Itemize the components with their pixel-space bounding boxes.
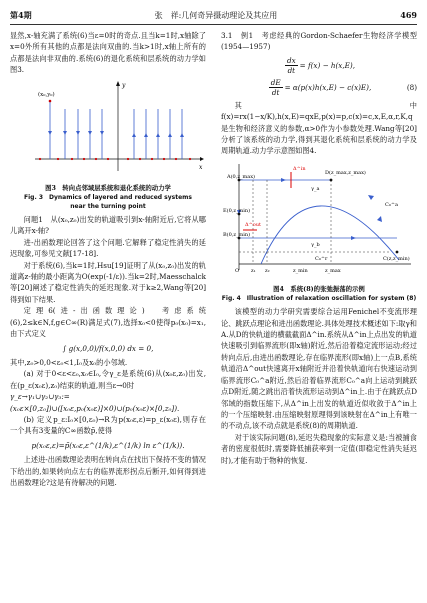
figure-4 <box>221 160 417 303</box>
paragraph: 对于系统(6),当k=1时,Hsu[19]证明了从(x₀,z₀)出发的轨道离z-轴的最小距离为O(exp(-1/ε)).当k=2时,Maesschalck等[20]阐述了稳定性消失的延迟现象.对于k≥2,Wang等[20]得到如下结果. <box>10 260 206 304</box>
equation-rhs: = f(x) − h(x,E), <box>299 60 355 70</box>
label-A: A(0,z_max) <box>227 173 255 180</box>
equation-2 <box>221 78 417 97</box>
denominator: dt <box>271 87 280 97</box>
running-header <box>10 8 417 25</box>
figure-3-y-axis-label: y <box>122 81 126 89</box>
fraction <box>269 78 283 97</box>
right-column <box>221 30 417 466</box>
label-D: D(z_max,z_max) <box>325 169 366 176</box>
fiber-arrow <box>168 133 172 137</box>
axis-point <box>175 158 177 160</box>
label-z1: z₁ <box>251 267 256 274</box>
paragraph: 进-出函数理论回答了这个问题.它解释了稳定性消失的延迟现象,可参见文献[17-18]. <box>10 237 206 259</box>
axis-point <box>163 158 165 160</box>
figure-3 <box>10 79 206 211</box>
fiber-arrow <box>100 131 104 135</box>
axis-point <box>83 158 85 160</box>
fraction <box>285 56 298 75</box>
label-delta-out: Δ^out <box>245 221 262 228</box>
fiber-arrow <box>180 133 184 137</box>
numerator: dx <box>287 55 296 65</box>
figure-4-plot <box>221 160 417 280</box>
fiber-arrow <box>156 133 160 137</box>
paragraph: 其中f(x)=rx(1−x/K),h(x,E)=qxE,p(x)=p,c(x)=c,x,E,α,r,K,q是生物和经济意义的参数,α>0作为小参数处理.Wang等[20]分析了该系统的动力学,得到其退化系统和层系统的动力学及周期轨道.动力学示意图如图4. <box>221 100 417 156</box>
figure-3-plot <box>10 79 206 179</box>
label-C: C(z,z_min) <box>383 255 410 262</box>
axis-point <box>139 158 141 160</box>
section-heading: 3.1 例1 考虑经典的Gordon-Schaefer生物经济学模型(1954—1957) <box>221 31 417 52</box>
fiber-arrow <box>144 133 148 137</box>
label-c0a: C₀^a <box>385 201 399 208</box>
page-number: 469 <box>400 10 417 20</box>
theorem-part-a-limit: γ_ε→γ₁∪γ₂∪γ₃:=(x₀ε×[0,z₀])∪([x₀ε,p₀(x₀ε)]×0)∪(p₀(x₀ε)×[0,z₀]). <box>10 392 180 413</box>
label-zmax: z_max <box>325 267 341 274</box>
label-c0r: C₀^r <box>315 255 328 262</box>
figure-3-caption-cn: 图3 转向点邻域层系统和退化系统的动力学 <box>45 184 171 193</box>
axis-point <box>95 158 97 160</box>
problem-1: 问题1 从(x₀,z₀)出发的轨道吸引到x-轴附近后,它将从哪儿离开x-轴? <box>10 215 206 236</box>
denominator: dt <box>287 65 296 75</box>
figure-3-axes <box>35 81 204 171</box>
axis-point <box>189 158 191 160</box>
figure-3-trajectories <box>39 101 191 160</box>
label-gamma-b: γ_b <box>311 241 320 248</box>
label-zmin: z_min <box>293 267 308 274</box>
fiber-arrow <box>76 131 80 135</box>
equation-1 <box>221 56 417 75</box>
label-B: B(0,z_min) <box>223 231 251 238</box>
axis-point <box>57 158 59 160</box>
paragraph: 其中,z₀>0,0<ε₀<1,I₀及x₀的小邻域. <box>10 357 128 367</box>
numerator: dE <box>270 77 281 87</box>
equation-rhs: = α(p(x)h(x,E) − c(x)E), <box>284 82 372 92</box>
theorem-part-b-formula: p(x₀ε,ε)=p̃(x₀ε,ε^(1/k),ε^(1/k) ln ε^(1/k)). <box>31 440 185 450</box>
integral-equation: ∫ g(x,0,0)/f(x,0,0) dx = 0, <box>62 343 154 353</box>
figure-3-caption <box>10 184 206 211</box>
figure-3-start-point <box>49 99 52 102</box>
axis-point <box>39 158 41 160</box>
running-title: 张 祥:几何奇异摄动理论及其应用 <box>154 10 278 20</box>
axis-point <box>71 158 73 160</box>
axis-point <box>151 158 153 160</box>
issue-number: 第4期 <box>10 9 32 20</box>
fiber-arrow <box>88 131 92 135</box>
figure-4-caption-en: Fig. 4 Illustration of relaxation oscillation for system (8) <box>221 295 417 303</box>
figure-4-caption-cn: 图4 系统(8)的张弛振荡的示例 <box>273 285 365 294</box>
paragraph: 显然,x-轴充满了系统(6)当ε=0时的奇点.且当k=1时,x轴除了x=0外所有其他的点都是法向双曲的.当k>1时,x轴上所有的点都是法向非双曲的.系统(6)的退化系统和层系统的动力学如图3. <box>10 31 206 75</box>
figure-3-x-axis-label: x <box>199 163 203 171</box>
fiber-arrow <box>48 131 52 135</box>
paragraph: 该模型的动力学研究需要综合运用Fenichel不变流形理论、跳跃点理论和进出函数理论.具体处理技术概述如下:取γ和A.从D的快轨道的横截截面Δ^in.系统从Δ^in上点出发的轨道快速吸引到临界流形(即x轴)附近,然后沿着稳定流形运动;经过转向点后,由进出函数理论,存在临界流形(即x轴)上一点B,系统轨道沿Δ^out快速离开x轴附近并沿着快轨道向右快速运动到临界流形C₀^a附近,然后沿着临界流形C₀^a向上运动到跳跃点D附近,随之跳出沿着快流形运动到Δ^in上.由于在跳跃点D邻域的指数压缩下,从Δ^in上出发的轨道近似收敛于Δ^in上的一个压缩映射.由压缩映射原理得到该映射在Δ^in上有唯一的不动点,该不动点就是系统(8)的周期轨道. <box>221 307 417 431</box>
figure-3-caption-en-2: near the turning point <box>70 203 146 211</box>
figure-4-critical-manifold-a <box>261 206 399 264</box>
theorem-part-b: (b) 定义p_ε:I₀×[0,ε₀)→R为p(x₀ε,ε)=p_ε(x₀ε),则存在一个具有3变量的C∞函数p̃,使得 <box>10 414 206 436</box>
paragraph: 上述进-出函数理论表明在转向点在找出下保持不变的情况下给出的,如果转向点左右的临界流形拐点后断开,如何得到进出函数理论?这是有待解决的问题. <box>10 455 206 487</box>
left-column <box>10 30 206 488</box>
label-E: E(0,z_min) <box>223 207 251 214</box>
label-delta-in: Δ^in <box>293 165 306 172</box>
figure-3-caption-en-1: Fig. 3 Dynamics of layered and reduced systems <box>24 194 192 202</box>
theorem-6: 定理6(进-出函数理论) 考虑系统(6),2≤k∈N,f,g∈C∞(R)满足式(7),选择x₀<0使得p₀(x₀)=x₁,由下式定义 <box>10 306 206 339</box>
label-origin: O <box>235 267 240 274</box>
axis-point <box>107 158 109 160</box>
equation-number: (8) <box>406 82 417 92</box>
figure-4-caption <box>221 285 417 303</box>
axis-point <box>127 158 129 160</box>
fiber-arrow <box>132 133 136 137</box>
fiber-arrow <box>63 131 67 135</box>
label-gamma-a: γ_a <box>311 185 320 192</box>
figure-3-point-label: (x₀,y₀) <box>38 91 55 98</box>
paragraph: 对于该实际问题(8),延迟失稳现象的实际意义是:当被捕食者的密度很低时,需要降低捕获率到一定值(即稳定性消失延迟时),才能有助于物种的恢复. <box>221 432 417 465</box>
label-z2: z₂ <box>265 267 270 274</box>
theorem-part-a: (a) 对于0<ε<ε₀,x₀∈I₀,令γ_ε是系统(6)从(x₀ε,z₀)出发,在(p_ε(x₀ε),z₀)结束的轨道,则当ε→0时 <box>10 369 206 390</box>
